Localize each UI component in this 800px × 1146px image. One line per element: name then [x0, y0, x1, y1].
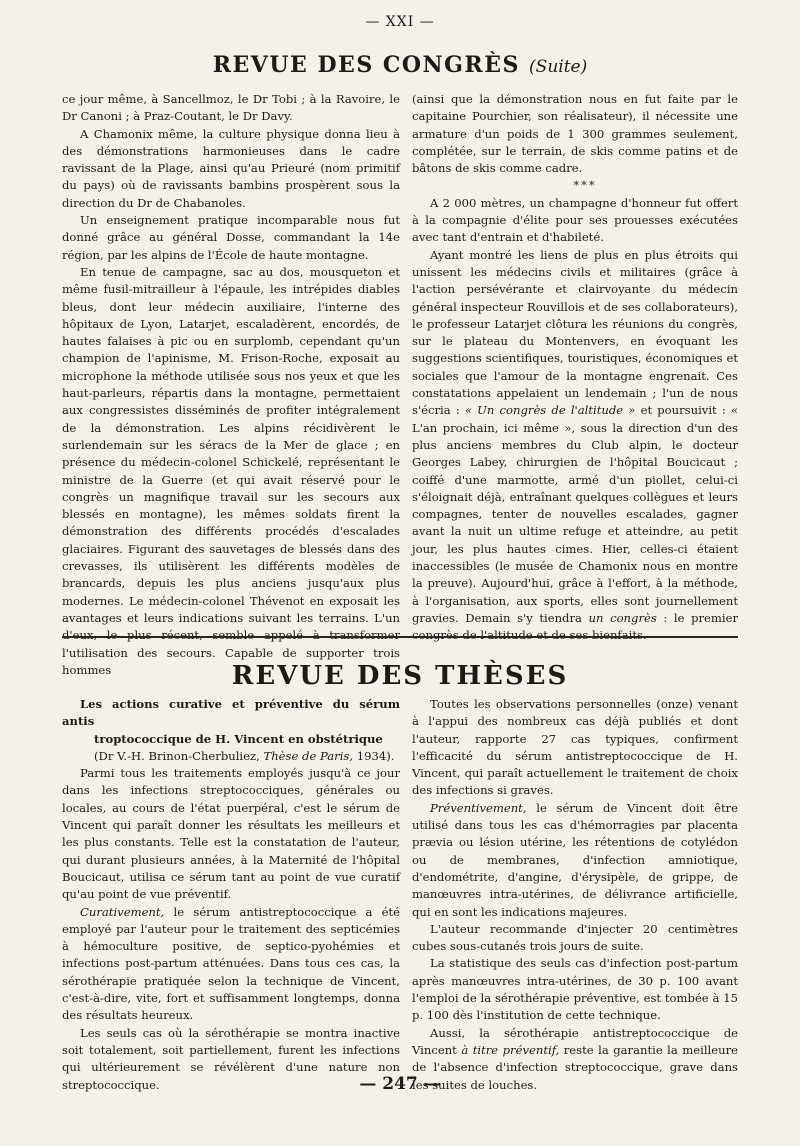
page-number: — 247 —: [359, 1074, 441, 1094]
italic-quote: un congrès: [588, 610, 657, 625]
article-title-line-1: Les actions curative et préventive du sérum antis: [62, 697, 400, 729]
paragraph: Les seuls cas où la sérothérapie se montra inactive soit totalement, soit partiellement, furent les infections qui ultérieurement se révélèrent d'une nature non streptococcique.: [62, 1025, 400, 1092]
congres-section-title: [0, 52, 800, 78]
text-run: : le premier congrès de l'altitude et de ses bienfaits.: [412, 610, 739, 643]
paragraph: A Chamonix même, la culture physique donna lieu à des démonstrations harmonieuses dans le cadre ravissant de la Plage, ainsi qu'au Prieuré (nom primitif du pays) où de ravissants bambins prospèrent sous la direction du Dr de Chabanoles.: [62, 126, 400, 210]
paragraph: Parmi tous les traitements employés jusqu'à ce jour dans les infections streptococciques, générales ou locales, au cours de l'état puerpéral, c'est le sérum de Vincent qui paraît donner les résultats les meilleurs et les plus constants. Telle est la constatation de l'auteur, qui durant plusieurs années, à la Maternité de l'hôpital Boucicaut, utilisa ce sérum tant au point de vue curatif qu'au point de vue préventif.: [62, 766, 400, 902]
italic-phrase: à titre préventif,: [461, 1042, 560, 1057]
italic-lead: Préventivement,: [430, 800, 527, 815]
paragraph: Toutes les observations personnelles (onze) venant à l'appui des nombreux cas déjà publiés et dont l'auteur, rapporte 27 cas typiques, confirment l'efficacité du sérum antistreptococcique de H. Vincent, qui paraît actuellement le traitement de choix des infections si graves.: [412, 697, 738, 798]
article-title: [62, 696, 400, 748]
paragraph: Un enseignement pratique incomparable nous fut donné grâce au général Dosse, commandant la 14e région, par les alpins de l'École de haute montagne.: [62, 213, 400, 262]
paragraph: La statistique des seuls cas d'infection post-partum après manœuvres intra-utérines, de 30 p. 100 avant l'emploi de la sérothérapie préventive, est tombée à 15 p. 100 dès l'institution de cette technique.: [412, 956, 738, 1023]
italic-lead: Curativement,: [80, 904, 165, 919]
theses-column-left: [62, 696, 400, 1094]
congres-column-left: [62, 91, 400, 679]
italic-quote: « Un congrès de l'altitude »: [464, 403, 636, 418]
paragraph: L'auteur recommande d'injecter 20 centimètres cubes sous-cutanés trois jours de suite.: [412, 921, 738, 954]
article-title-line-2: troptococcique de H. Vincent en obstétrique: [94, 731, 383, 746]
byline-author: (Dr V.-H. Brinon-Cherbuliez,: [94, 748, 260, 763]
text-run: reste la garantie la meilleure de l'absence d'infection streptococcique, grave dans les suites de louches.: [412, 1042, 738, 1092]
paragraph: [62, 904, 400, 1025]
theses-section-title: REVUE DES THÈSES: [231, 661, 569, 691]
paragraph: A 2 000 mètres, un champagne d'honneur fut offert à la compagnie d'élite pour ses prouesses exécutées avec tant d'entrain et d'habileté.: [412, 195, 738, 245]
text-run: le sérum antistreptococcique a été employé par l'auteur pour le traitement des septicémies à hémoculture positive, de septico-pyohémies et infections post-partum atténuées. Dans tous ces cas, la sérothérapie pratiquée selon la technique de Vincent, c'est-à-dire, vite, fort et suffisamment longtemps, donna des résultats heureux.: [62, 904, 401, 1023]
byline-source: Thèse de Paris,: [263, 748, 354, 763]
paragraph: ce jour même, à Sancellmoz, le Dr Tobi ; à la Ravoire, le Dr Canoni ; à Praz-Coutant, le Dr Davy.: [62, 92, 400, 124]
text-run: Aussi, la sérothérapie antistreptococcique de Vincent: [412, 1025, 738, 1057]
theses-column-right: [412, 696, 738, 1094]
paragraph: (ainsi que la démonstration nous en fut faite par le capitaine Pourchier, son réalisateur), il nécessite une armature d'un poids de 1 300 grammes seulement, complétée, sur le terrain, de skis comme patins et de bâtons de skis comme cadre.: [412, 92, 738, 176]
asterism-divider: * * *: [573, 179, 595, 193]
byline-year: 1934).: [356, 748, 395, 763]
congres-title-suffix: (Suite): [529, 57, 588, 77]
paragraph: [412, 800, 738, 921]
paragraph: En tenue de campagne, sac au dos, mousqueton et même fusil-mitrailleur à l'épaule, les intrépides diables bleus, dont leur médecin auxiliaire, l'interne des hôpitaux de Lyon, Latarjet, escaladèrent, encordés, de hautes falaises à pic ou en surplomb, cependant qu'un champion de l'apinisme, M. Frison-Roche, exposait au microphone la méthode utilisée sous nos yeux et que les haut-parleurs, répartis dans la montagne, permettaient aux congressistes disséminés de profiter intégralement de la démonstration. Les alpins récidivèrent le surlendemain sur les séracs de la Mer de glace ; en présence du médecin-colonel Schickelé, représentant le ministre de la Guerre (et qui avait réservé pour le congrès un magnifique travail sur les secours aux blessés en montagne), les mêmes soldats firent la démonstration des différents procédés d'escalades glaciaires. Figurant des sauvetages de blessés dans des crevasses, ils utilisèrent les différents modèles de brancards, depuis les plus anciens jusqu'aux plus modernes. Le médecin-colonel Thévenot en exposait les avantages et leurs indications suivant les terrains. L'un d'eux, le plus récent, semble appelé à transformer l'utilisation des secours. Capable de supporter trois hommes: [62, 264, 400, 677]
roman-page-number: — XXI —: [365, 14, 435, 30]
article-byline: [62, 748, 400, 765]
paragraph: [412, 247, 738, 645]
text-run: et poursuivit : « L'an prochain, ici même », sous la direction d'un des plus anciens membres du Club alpin, le docteur Georges Labey, chirurgien de l'hôpital Boucicaut ; coiffé d'une marmotte, armé d'un piollet, celui-ci s'éloignait déjà, entraînant quelques collègues et leurs compagnes, tenter de nouvelles escalades, gagner avant la nuit un ultime refuge et atteindre, au petit jour, les plus hautes cimes. Hier, celles-ci étaient inaccessibles (le musée de Chamonix nous en montre la preuve). Aujourd'hui, grâce à l'effort, à la méthode, à l'organisation, aux sports, elles sont journellement gravies. Demain s'y tiendra: [412, 403, 739, 625]
congres-column-right: [412, 91, 738, 645]
congres-title-text: REVUE DES CONGRÈS: [212, 52, 520, 78]
text-run: Ayant montré les liens de plus en plus étroits qui unissent les médecins civils et militaires (grâce à l'action persévérante et clairvoyante du médecin général inspecteur Rouvillois et de ses collaborateurs), le professeur Latarjet clôtura les réunions du congrès, sur le plateau du Montenvers, en évoquant les suggestions scientifiques, touristiques, économiques et sociales que l'amour de la montagne engrenait. Ces constatations appelaient un lendemain ; l'un de nous s'écria :: [412, 247, 738, 418]
section-divider-rule: [62, 636, 738, 638]
text-run: le sérum de Vincent doit être utilisé dans tous les cas d'hémorragies par placenta prævia ou lésion utérine, les rétentions de cotylédon ou de membranes, d'infection amniotique, d'endométrite, d'angine, d'érysipèle, de grippe, de manœuvres intra-utérines, de délivrance artificielle, qui en sont les indications majeures.: [412, 800, 739, 919]
